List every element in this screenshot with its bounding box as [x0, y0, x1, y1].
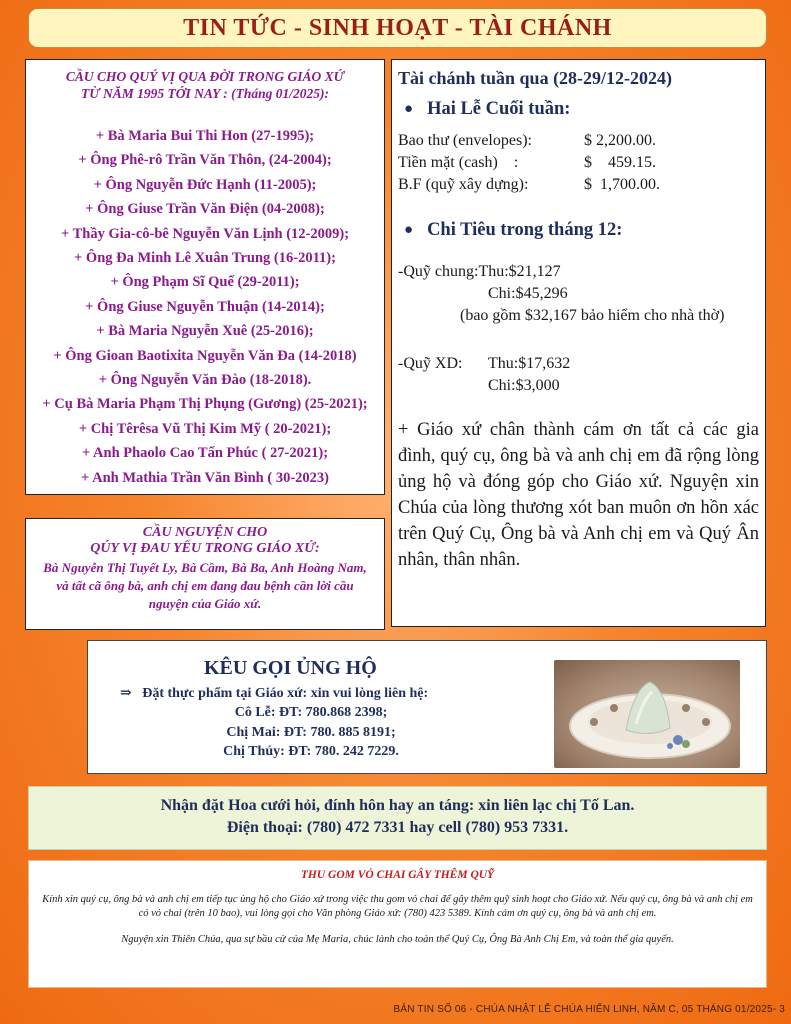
deceased-list [26, 124, 384, 490]
bullet-icon: ● [404, 101, 414, 117]
deceased-name: + Ông Giuse Trần Văn Điện (04-2008); [85, 201, 325, 218]
general-fund-label: -Quỹ chung: [398, 263, 479, 280]
deceased-name: + Ông Phê-rô Trần Văn Thôn, (24-2004); [78, 152, 332, 169]
xd-fund-in-row [398, 353, 759, 375]
flowers-line2: Điện thoại: (780) 472 7331 hay cell (780) 953 7331. [226, 819, 569, 836]
general-fund-note: (bao gồm $32,167 bảo hiểm cho nhà thờ) [460, 307, 725, 324]
support-contact: Chị Mai: ĐT: 780. 885 8191; [226, 724, 396, 740]
thanks-paragraph: + Giáo xứ chân thành cám ơn tất cả các gia đình, quý cụ, ông bà và anh chị em đã rộng lòng ủng hộ và đóng góp cho Giáo xứ. Nguyện xin Chúa của lòng thương xót ban muôn ơn hồn xác trên Quý Cụ, Ông bà và Anh chị em và Quý Ân nhân, thân nhân. [398, 420, 759, 570]
weekend-row-amount: $ 459.15. [584, 154, 656, 171]
prayer-heading-line2: QÚY VỊ ĐAU YẾU TRONG GIÁO XỨ: [90, 541, 320, 556]
deceased-name: + Thầy Gia-cô-bê Nguyễn Văn Lịnh (12-2009); [60, 225, 350, 242]
support-contacts [146, 703, 476, 762]
weekend-heading-row [404, 99, 759, 120]
support-line-text: Đặt thực phẩm tại Giáo xứ: xin vui lòng liên hệ: [142, 686, 429, 701]
weekend-rows [398, 130, 759, 196]
general-fund [398, 261, 759, 327]
weekend-row-amount: $ 1,700.00. [584, 176, 660, 193]
weekend-row-label: Bao thư (envelopes): [398, 132, 532, 149]
weekend-row-label: Tiền mặt (cash) : [398, 154, 519, 171]
deceased-name: + Ông Giuse Nguyễn Thuận (14-2014); [85, 298, 325, 315]
deceased-name: + Bà Maria Nguyễn Xuê (25-2016); [96, 323, 314, 340]
xd-fund-in: Thu:$17,632 [488, 355, 571, 372]
deceased-name: + Ông Phạm Sĩ Quế (29-2011); [110, 274, 300, 291]
flowers-notice [28, 786, 767, 850]
flowers-line1: Nhận đặt Hoa cưới hỏi, đính hôn hay an táng: xin liên lạc chị Tố Lan. [160, 797, 635, 814]
general-fund-in-row [398, 261, 759, 283]
xd-fund-label: -Quỹ XD: [398, 355, 463, 372]
general-fund-in: Thu:$21,127 [478, 263, 561, 280]
arrow-icon: ⇒ [120, 686, 132, 701]
expense-heading-row [404, 220, 759, 241]
food-dish-image [554, 660, 740, 768]
deceased-name: + Cụ Bà Maria Phạm Thị Phụng (Gương) (25-2021); [42, 396, 368, 413]
deceased-name: + Ông Gioan Baotixita Nguyễn Văn Đa (14-2018) [53, 347, 357, 364]
page-footer: BẢN TIN SỐ 06 - CHÚA NHẬT LỄ CHÚA HIỂN LINH, NĂM C, 05 THÁNG 01/2025- 3 [393, 1004, 785, 1015]
bullet-icon: ● [404, 222, 414, 238]
support-contact: Chị Thúy: ĐT: 780. 242 7229. [223, 744, 399, 759]
weekend-row-label: B.F (quỹ xây dựng): [398, 176, 529, 193]
deceased-name: + Ông Nguyễn Đức Hạnh (11-2005); [93, 176, 317, 193]
weekend-row [398, 152, 759, 174]
prayer-section [25, 518, 385, 630]
deceased-name: + Chị Têrêsa Vũ Thị Kim Mỹ ( 20-2021); [78, 420, 332, 437]
support-line [120, 685, 428, 702]
support-title: KÊU GỌI ỦNG HỘ [204, 657, 377, 679]
deceased-name: + Ông Đa Minh Lê Xuân Trung (16-2011); [74, 250, 336, 267]
food-dish-photo [554, 660, 740, 768]
deceased-name: + Ông Nguyễn Văn Đào (18-2018). [98, 372, 312, 389]
xd-fund-out: Chi:$3,000 [488, 377, 560, 394]
deceased-heading [26, 68, 384, 102]
finance-heading: Tài chánh tuần qua (28-29/12-2024) [398, 68, 673, 88]
prayer-body: Bà Nguyễn Thị Tuyết Ly, Bà Cầm, Bà Ba, Anh Hoàng Nam, và tất cã ông bà, anh chị em đang đau bệnh cần lời cầu nguyện của Giáo xứ. [43, 560, 367, 611]
bottle-collection-paragraph: Kính xin quý cụ, ông bà và anh chị em tiếp tục ủng hộ cho Giáo xứ trong việc thu gom vỏ chai để gây thêm quỹ sinh hoạt cho Giáo xứ. Nếu quý cụ, ông bà và anh chị em có vỏ chai (trên 10 bao), vui lòng gọi cho Văn phòng Giáo xứ: (780) 423 5389. Kính cám ơn quý cụ, ông bà và anh chị em. [42, 894, 753, 919]
general-fund-out: Chi:$45,296 [488, 285, 568, 302]
bottle-collection-title: THU GOM VỎ CHAI GÂY THÊM QUỸ [300, 869, 495, 881]
support-section [87, 640, 767, 774]
weekend-heading: Hai Lễ Cuối tuần: [427, 99, 571, 119]
page-title: TIN TỨC - SINH HOẠT - TÀI CHÁNH [183, 14, 612, 41]
blessing-paragraph: Nguyện xin Thiên Chúa, qua sự bầu cử của Mẹ Maria, chúc lành cho toàn thể Quý Cụ, Ông Bà Anh Chị Em, và toàn thể gia quyến. [121, 934, 674, 945]
weekend-row-amount: $ 2,200.00. [584, 132, 656, 149]
bottle-collection-section [28, 860, 767, 988]
page-title-banner [28, 8, 767, 48]
expense-heading: Chi Tiêu trong tháng 12: [427, 220, 623, 240]
deceased-section [25, 59, 385, 495]
weekend-row [398, 174, 759, 196]
finance-section [391, 59, 766, 627]
weekend-row [398, 130, 759, 152]
deceased-name: + Bà Maria Bui Thi Hon (27-1995); [95, 128, 315, 144]
support-contact: Cô Lễ: ĐT: 780.868 2398; [234, 705, 388, 720]
xd-fund [398, 353, 759, 397]
deceased-heading-line2: TỪ NĂM 1995 TỚI NAY : (Tháng 01/2025): [80, 86, 330, 101]
deceased-name: + Anh Phaolo Cao Tấn Phúc ( 27-2021); [81, 445, 329, 462]
prayer-heading-line1: CẦU NGUYỆN CHO [142, 525, 268, 540]
deceased-heading-line1: CẦU CHO QUÝ VỊ QUA ĐỜI TRONG GIÁO XỨ [65, 69, 345, 84]
prayer-heading [26, 525, 384, 557]
deceased-name: + Anh Mathia Trần Văn Bình ( 30-2023) [81, 469, 329, 486]
